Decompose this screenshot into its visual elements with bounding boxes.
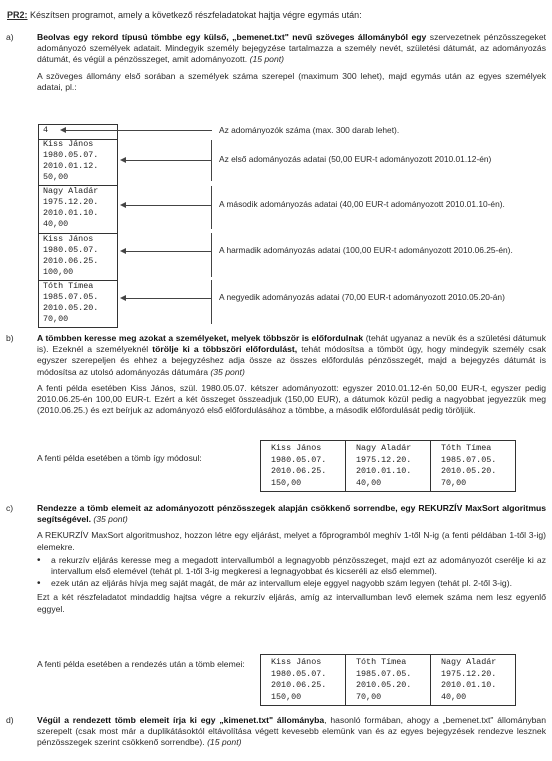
file-line: Kiss János [43, 234, 94, 244]
arrow-left-icon [122, 251, 212, 252]
file-line: 4 [43, 125, 49, 135]
note-record-4: A negyedik adományozás adatai (70,00 EUR-t adományozott 2010.05.20-án) [219, 292, 505, 302]
file-line: 2010.01.10. [43, 208, 99, 218]
arrow-left-icon [62, 130, 212, 131]
section-c-desc: A REKURZÍV MaxSort algoritmushoz, hozzon létre egy eljárást, melyet a főprogramból meghív 1-től N-ig (a fenti példában 1-től 3-ig) elemekre. [37, 530, 546, 552]
file-line: 50,00 [43, 172, 69, 182]
points-label: (15 pont) [207, 737, 242, 748]
section-c-repeat: Ezt a két részfeladatot mindaddig hajtsa végre a rekurzív eljárás, amíg az intervallumban levő elemek száma nem lesz egyenlő eggyel. [37, 592, 546, 614]
section-b-example: A fenti példa esetében Kiss János, szül. 1980.05.07. kétszer adományozott: egyszer 2010.01.12-én 50,00 EUR-t, egyszer pedig 2010.06.25-én 100,00 EUR-t. Ezért a két összeget összeadjuk (150,00 EUR), a dátumok közül pedig a nagyobbat jegyezzük meg (2010.06.25.) és ezt beírjuk az adományozó első előfordulásához a tömbbe, a második előfordulását pedig töröljük. [37, 382, 546, 416]
file-line: Tóth Tímea [43, 281, 94, 291]
section-d-task: Végül a rendezett tömb elemeit írja ki egy „kimenet.txt" állományba, hasonló formában, ahogy a „bemenet.txt" állományban szerepelt (csak most már a duplikátásoktól eltávolítása végett kevesebb elemünk van és az egyes bejegyzések rendezve lesznek pénzösszegek szerint csökkenő sorrendbe). (15 pont) [37, 715, 546, 748]
file-line: 2010.05.20. [43, 303, 99, 313]
result-table-b [260, 440, 516, 492]
arrow-left-icon [122, 298, 212, 299]
file-line: Kiss János [43, 139, 94, 149]
section-d [6, 715, 546, 755]
bracket-line [211, 233, 212, 277]
points-label: (15 pont) [249, 54, 284, 65]
file-line: 1985.07.05. [43, 292, 99, 302]
record-cell: Tóth Tímea 1985.07.05. 2010.05.20. 70,00 [346, 655, 431, 706]
record-cell: Tóth Tímea 1985.07.05. 2010.05.20. 70,00 [431, 441, 516, 492]
section-label: d) [6, 715, 14, 725]
section-a-desc: A szöveges állomány első sorában a személyek száma szerepel (maximum 300 lehet), majd egymás után az egyes személyek adatai, pl.: [37, 70, 546, 92]
bullet-list [37, 555, 546, 590]
record-cell: Kiss János 1980.05.07. 2010.06.25. 150,00 [261, 655, 346, 706]
list-item: • ezek után az eljárás hívja meg saját magát, de már az intervallum eleje eggyel nagyobb szám legyen (tehát pl. 2-től 3-ig). [51, 578, 546, 589]
note-record-1: Az első adományozás adatai (50,00 EUR-t adományozott 2010.01.12-én) [219, 154, 492, 164]
file-line: 40,00 [43, 219, 69, 229]
task-id: PR2: [7, 10, 28, 20]
record-cell: Nagy Aladár 1975.12.20. 2010.01.10. 40,00 [346, 441, 431, 492]
section-c-task: Rendezze a tömb elemeit az adományozott pénzösszegek alapján csökkenő sorrendbe, egy REKURZÍV MaxSort algoritmus segítségével. (35 pont) [37, 503, 546, 525]
section-c-result-label: A fenti példa esetében a rendezés után a tömb elemei: [37, 659, 245, 669]
task-intro: Készítsen programot, amely a következő részfeladatokat hajtja végre egymás után: [27, 10, 362, 20]
record-cell: Nagy Aladár 1975.12.20. 2010.01.10. 40,00 [431, 655, 516, 706]
section-c [6, 503, 546, 653]
file-line: 1980.05.07. [43, 245, 99, 255]
file-line: 2010.06.25. [43, 256, 99, 266]
file-line: 2010.01.12. [43, 161, 99, 171]
section-a-task: Beolvas egy rekord típusú tömbbe egy külső, „bemenet.txt" nevű szöveges állományból egy szervezetnek pénzösszegeket adományozó személyek adatait. Mindegyik személy bejegyzése tartalmazza a személy nevét, születési dátumát, az adományozás dátumát, és végül a pénzösszeget, amit adományozott. (15 pont) [37, 32, 546, 65]
section-b-task: A tömbben keresse meg azokat a személyeket, melyek többször is előfordulnak (tehát ugyanaz a nevük és a születési dátumuk is). Ezeknél a személyeknél törölje ki a többszöri előfordulást, tehát módosítsa a tömböt úgy, hogy mindegyik személy csak egyszer szerepeljen és ehhez a bejegyzéshez adja össze az összes előfordulás pénzösszegét, majd a bejegyzés dátumát is módosítsa az utolsó adományozás dátumára (35 pont) [37, 333, 547, 377]
note-count: Az adományozók száma (max. 300 darab lehet). [219, 125, 400, 135]
arrow-left-icon [122, 160, 212, 161]
bracket-line [211, 140, 212, 181]
bracket-line [211, 186, 212, 229]
result-table-c [260, 654, 516, 706]
file-line: 1975.12.20. [43, 197, 99, 207]
arrow-left-icon [122, 205, 212, 206]
file-line: 1980.05.07. [43, 150, 99, 160]
file-line: Nagy Aladár [43, 186, 99, 196]
file-line: 100,00 [43, 267, 74, 277]
section-b-result-label: A fenti példa esetében a tömb így módosul: [37, 453, 202, 463]
note-record-3: A harmadik adományozás adatai (100,00 EUR-t adományozott 2010.06.25-én). [219, 245, 513, 255]
file-line: 70,00 [43, 314, 69, 324]
list-item: • a rekurzív eljárás keresse meg a megadott intervallumból a legnagyobb pénzösszeget, majd ezt az adományozót cserélje ki az intervallum első elemével (tehát pl. 1-től 3-ig megkeresi a legnagyobbat és kicseréli az első elemmel). [51, 555, 546, 577]
section-label: b) [6, 333, 14, 343]
file-sample-box [38, 124, 118, 328]
bracket-line [211, 280, 212, 324]
page-title [7, 10, 547, 21]
note-record-2: A második adományozás adatai (40,00 EUR-t adományozott 2010.01.10-én). [219, 199, 505, 209]
record-cell: Kiss János 1980.05.07. 2010.06.25. 150,00 [261, 441, 346, 492]
points-label: (35 pont) [93, 514, 128, 525]
section-label: c) [6, 503, 14, 513]
section-label: a) [6, 32, 14, 42]
points-label: (35 pont) [210, 366, 245, 377]
